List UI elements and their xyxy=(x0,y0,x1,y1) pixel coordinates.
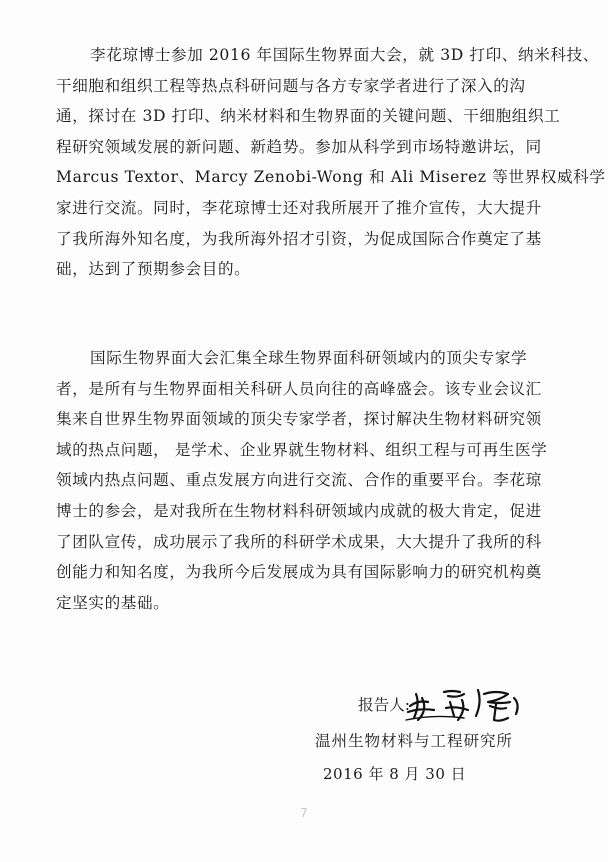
page-number: 7 xyxy=(300,806,308,820)
institute-name: 温州生物材料与工程研究所 xyxy=(315,732,513,750)
text-line: Marcus Textor、Marcy Zenobi-Wong 和 Ali Miserez 等世界权威科学 xyxy=(56,168,606,187)
report-date: 2016 年 8 月 30 日 xyxy=(323,765,467,783)
text-line: 集来自世界生物界面领域的顶尖专家学者，探讨解决生物材料研究领 xyxy=(56,410,542,429)
text-line: 干细胞和组织工程等热点科研问题与各方专家学者进行了深入的沟 xyxy=(56,76,526,95)
text-line: 李花琼博士参加 2016 年国际生物界面大会，就 3D 打印、纳米科技、 xyxy=(90,46,599,64)
text-line: 博士的参会，是对我所在生物材料科研领域内成就的极大肯定，促进 xyxy=(56,501,542,520)
text-line: 定坚实的基础。 xyxy=(56,593,170,612)
text-line: 领域内热点问题、重点发展方向进行交流、合作的重要平台。李花琼 xyxy=(56,471,542,490)
text-line: 创能力和知名度，为我所今后发展成为具有国际影响力的研究机构奠 xyxy=(56,563,542,582)
text-line: 国际生物界面大会汇集全球生物界面科研领域内的顶尖专家学 xyxy=(90,349,528,367)
text-line: 者，是所有与生物界面相关科研人员向往的高峰盛会。该专业会议汇 xyxy=(56,379,542,398)
text-line: 域的热点问题， 是学术、企业界就生物材料、组织工程与可再生医学 xyxy=(56,440,548,459)
paragraph-conference-significance xyxy=(56,343,556,618)
text-line: 程研究领域发展的新问题、新趋势。参加从科学到市场特邀讲坛，同 xyxy=(56,137,542,156)
text-line: 了团队宣传，成功展示了我所的科研学术成果，大大提升了我所的科 xyxy=(56,532,542,551)
reporter-label: 报告人: xyxy=(358,696,411,714)
text-line: 通，探讨在 3D 打印、纳米材料和生物界面的关键问题、干细胞组织工 xyxy=(56,107,561,126)
text-line: 了我所海外知名度，为我所海外招才引资，为促成国际合作奠定了基 xyxy=(56,229,542,248)
handwritten-signature xyxy=(404,680,534,724)
text-line: 家进行交流。同时，李花琼博士还对我所展开了推介宣传，大大提升 xyxy=(56,198,542,217)
paragraph-conference-participation xyxy=(56,40,606,285)
text-line: 础，达到了预期参会目的。 xyxy=(56,260,251,279)
